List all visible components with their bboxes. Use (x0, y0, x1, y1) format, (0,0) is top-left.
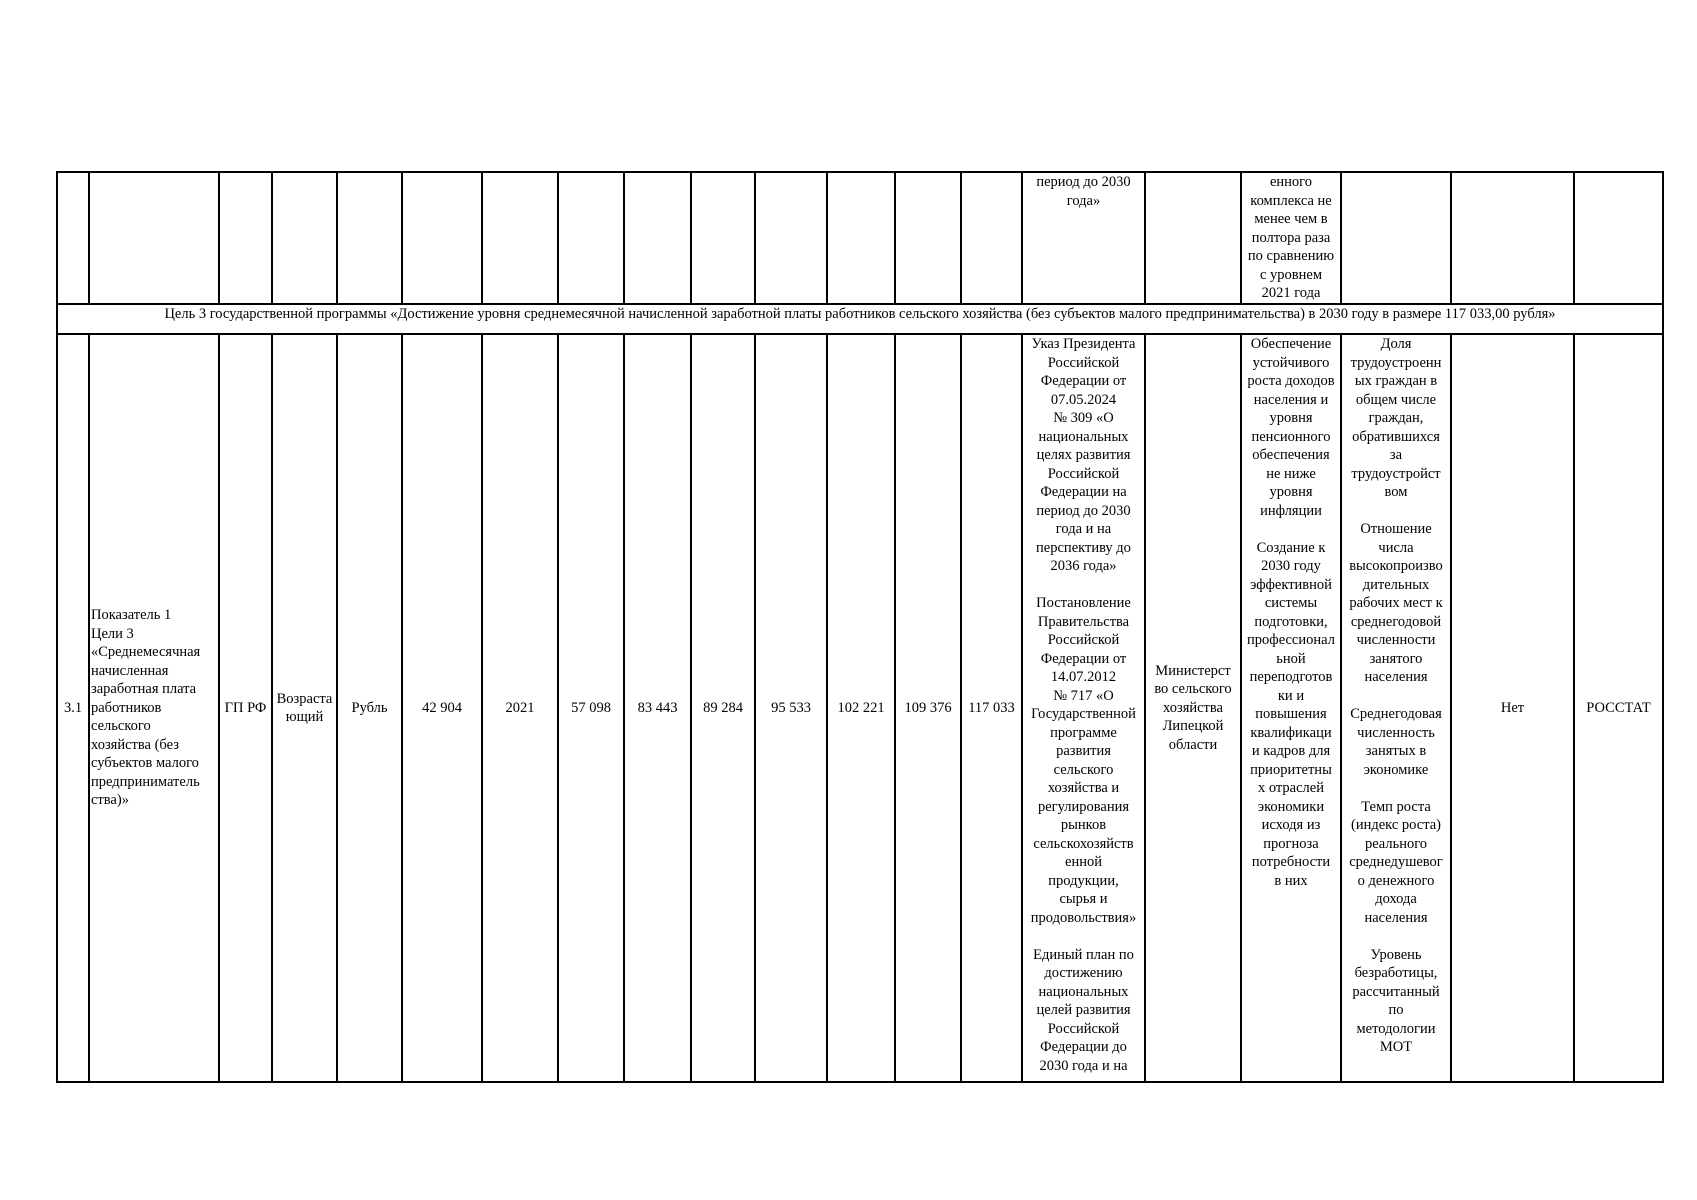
year-value: 102 221 (827, 334, 895, 1082)
empty-cell (1574, 172, 1663, 304)
empty-cell (57, 172, 89, 304)
year-value: 95 533 (755, 334, 827, 1082)
indicator-level: ГП РФ (219, 334, 272, 1082)
empty-cell (558, 172, 624, 304)
continued-result-text: енного комплекса не менее чем в полтора раза по сравнению с уровнем 2021 года (1241, 172, 1341, 304)
empty-cell (827, 172, 895, 304)
year-value: 117 033 (961, 334, 1022, 1082)
empty-cell (895, 172, 961, 304)
year-value: 57 098 (558, 334, 624, 1082)
information-system: РОССТАТ (1574, 334, 1663, 1082)
empty-cell (624, 172, 691, 304)
indicator-unit: Рубль (337, 334, 402, 1082)
responsible-body: Министерст во сельского хозяйства Липецкой области (1145, 334, 1241, 1082)
indicator-name: Показатель 1 Цели 3 «Среднемесячная начисленная заработная плата работников сельского хозяйства (без субъектов малого предприниматель ства)» (89, 334, 219, 1082)
national-goals: Обеспечение устойчивого роста доходов населения и уровня пенсионного обеспечения не ниже уровня инфляции Создание к 2030 году эффективной системы подготовки, профессионал ьной переподготов ки и повышения квалификаци и кадров для приоритетны х отраслей экономики исходя из прогноза потребности в них (1241, 334, 1341, 1082)
gis-connected-flag: Нет (1451, 334, 1574, 1082)
indicator-row (57, 334, 1663, 1082)
empty-cell (89, 172, 219, 304)
empty-cell (219, 172, 272, 304)
empty-cell (755, 172, 827, 304)
empty-cell (1341, 172, 1451, 304)
goal-row (57, 304, 1663, 334)
national-indicators: Доля трудоустроенн ых граждан в общем числе граждан, обратившихся за трудоустройст вом Отношение числа высокопроизво дительных рабочих мест к среднегодовой численности занятого населения Среднегодовая численность занятых в экономике Темп роста (индекс роста) реального среднедушевог о денежного дохода населения Уровень безработицы, рассчитанный по методологии МОТ (1341, 334, 1451, 1082)
empty-cell (482, 172, 558, 304)
continued-document-text: период до 2030 года» (1022, 172, 1145, 304)
year-value: 109 376 (895, 334, 961, 1082)
regulatory-documents: Указ Президента Российской Федерации от 07.05.2024 № 309 «О национальных целях развития Российской Федерации на период до 2030 года и на перспективу до 2036 года» Постановление Правительства Российской Федерации от 14.07.2012 № 717 «О Государственной программе развития сельского хозяйства и регулирования рынков сельскохозяйств енной продукции, сырья и продовольствия» Единый план по достижению национальных целей развития Российской Федерации до 2030 года и на (1022, 334, 1145, 1082)
empty-cell (961, 172, 1022, 304)
empty-cell (1451, 172, 1574, 304)
base-value: 42 904 (402, 334, 482, 1082)
empty-cell (691, 172, 755, 304)
empty-cell (272, 172, 337, 304)
empty-cell (402, 172, 482, 304)
indicators-table (56, 171, 1664, 1083)
year-value: 83 443 (624, 334, 691, 1082)
goal-heading: Цель 3 государственной программы «Достижение уровня среднемесячной начисленной заработной платы работников сельского хозяйства (без субъектов малого предпринимательства) в 2030 году в размере 117 033,00 рубля» (57, 304, 1663, 334)
empty-cell (337, 172, 402, 304)
indicator-number: 3.1 (57, 334, 89, 1082)
year-value: 89 284 (691, 334, 755, 1082)
indicator-trend: Возраста ющий (272, 334, 337, 1082)
base-year: 2021 (482, 334, 558, 1082)
continuation-row (57, 172, 1663, 304)
empty-cell (1145, 172, 1241, 304)
